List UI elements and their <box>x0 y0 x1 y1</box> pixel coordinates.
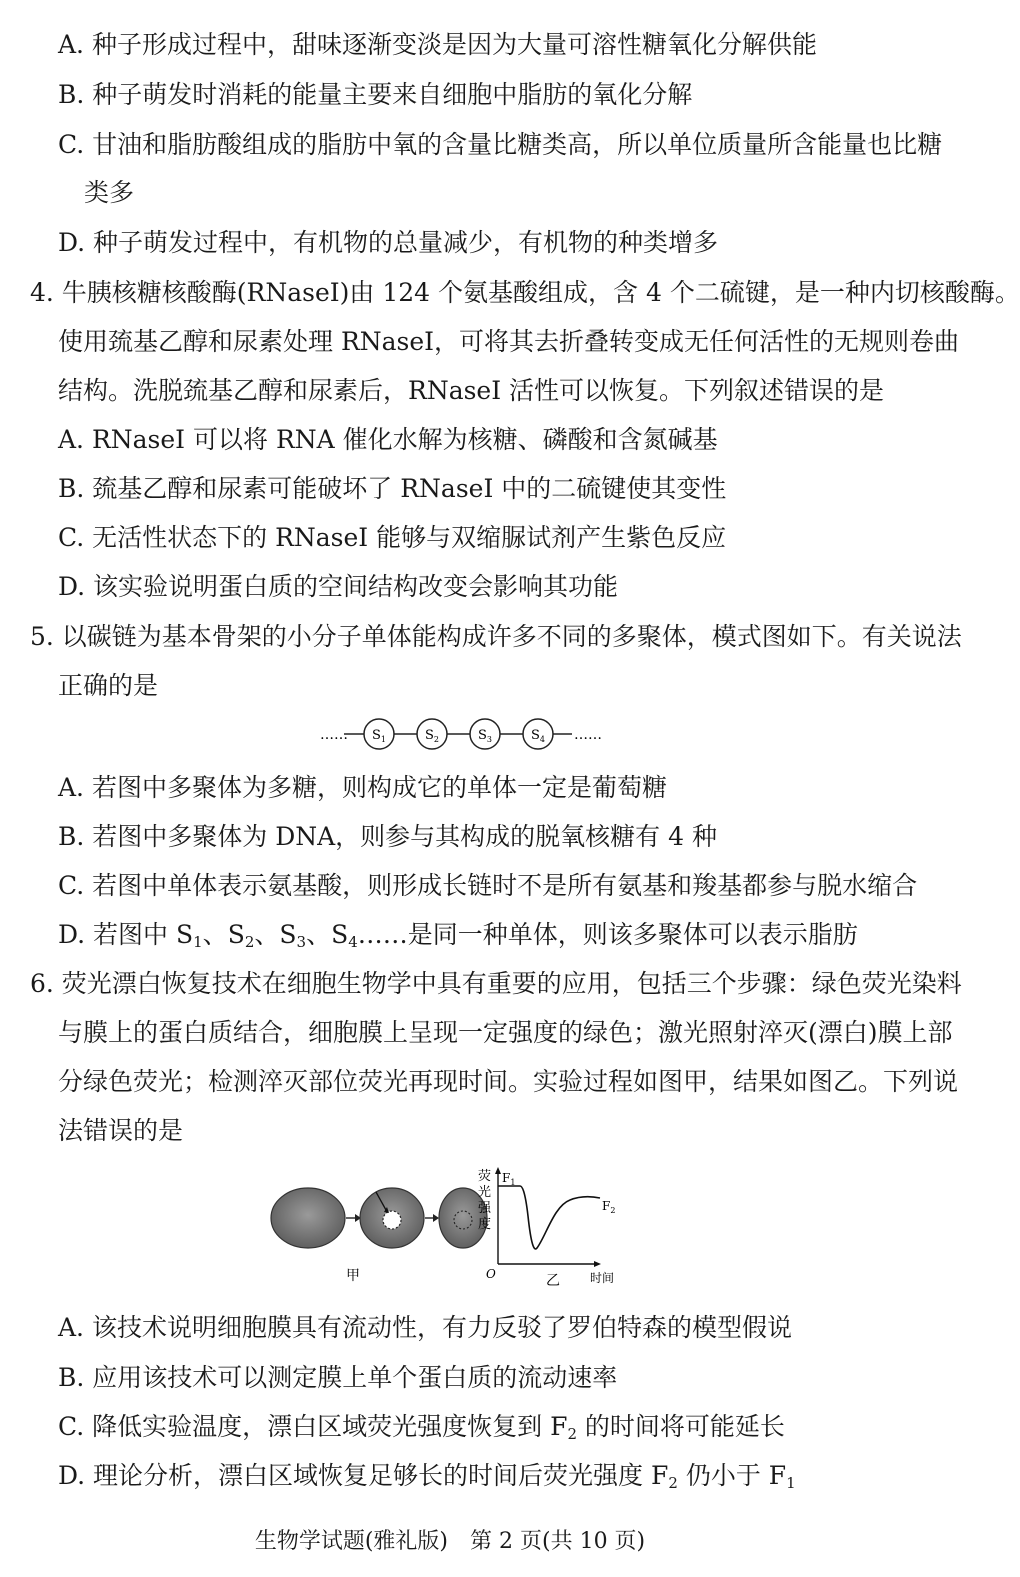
y-axis-label-3: 强 <box>478 1201 492 1216</box>
f2-label: $F_2$ <box>602 1199 616 1215</box>
q4-option-c: C. 无活性状态下的 RNaseI 能够与双缩脲试剂产生紫色反应 <box>58 523 727 552</box>
q5-option-b: B. 若图中多聚体为 DNA，则参与其构成的脱氧核糖有 4 种 <box>58 822 717 851</box>
q5-option-d: D. 若图中 $S_1$、$S_2$、$S_3$、$S_4\dots\dots$是同一种单体，则该多聚体可以表示脂肪 <box>58 920 858 951</box>
y-axis-label-4: 度 <box>478 1217 492 1232</box>
q3-option-c-line2: 类多 <box>84 178 135 207</box>
figure-yi-label: 乙 <box>546 1273 560 1289</box>
q6-stem-line2: 与膜上的蛋白质结合，细胞膜上呈现一定强度的绿色；激光照射淬灭(漂白)膜上部 <box>58 1018 953 1047</box>
polymer-chain-diagram <box>320 712 610 756</box>
chain-ellipsis-right: …… <box>574 727 602 743</box>
page-footer: 生物学试题(雅礼版) 第 2 页(共 10 页) <box>254 1529 646 1554</box>
q4-stem-line2: 使用巯基乙醇和尿素处理 RNaseI，可将其去折叠转变成无任何活性的无规则卷曲 <box>58 327 960 356</box>
q6-option-b: B. 应用该技术可以测定膜上单个蛋白质的流动速率 <box>58 1363 618 1392</box>
q4-stem-line3: 结构。洗脱巯基乙醇和尿素后，RNaseI 活性可以恢复。下列叙述错误的是 <box>58 376 885 405</box>
x-axis-label: 时间 <box>590 1271 615 1285</box>
q4-option-d: D. 该实验说明蛋白质的空间结构改变会影响其功能 <box>58 572 619 601</box>
q6-option-d: D. 理论分析，漂白区域恢复足够长的时间后荧光强度 $F_2$ 仍小于 $F_1$ <box>58 1461 796 1492</box>
q4-option-a: A. RNaseI 可以将 RNA 催化水解为核糖、磷酸和含氮碱基 <box>58 425 718 454</box>
q6-option-c: C. 降低实验温度，漂白区域荧光强度恢复到 $F_2$ 的时间将可能延长 <box>58 1412 785 1443</box>
q6-option-a: A. 该技术说明细胞膜具有流动性，有力反驳了罗伯特森的模型假说 <box>58 1313 792 1342</box>
monomer-label-1: $S_1$ <box>372 728 386 744</box>
bleach-spot <box>383 1211 401 1229</box>
q6-stem-line3: 分绿色荧光；检测淬灭部位荧光再现时间。实验过程如图甲，结果如图乙。下列说 <box>58 1067 959 1096</box>
monomer-label-3: $S_3$ <box>478 728 492 744</box>
q3-option-d: D. 种子萌发过程中，有机物的总量减少，有机物的种类增多 <box>58 228 719 257</box>
monomer-label-2: $S_2$ <box>425 728 439 744</box>
q3-option-a: A. 种子形成过程中，甜味逐渐变淡是因为大量可溶性糖氧化分解供能 <box>58 30 817 59</box>
q4-option-b: B. 巯基乙醇和尿素可能破坏了 RNaseI 中的二硫键使其变性 <box>58 474 727 503</box>
chain-ellipsis-left: …… <box>320 727 348 743</box>
q6-stem-line1: 6. 荧光漂白恢复技术在细胞生物学中具有重要的应用，包括三个步骤：绿色荧光染料 <box>30 969 962 998</box>
fluorescence-curve <box>498 1186 600 1249</box>
q3-option-b: B. 种子萌发时消耗的能量主要来自细胞中脂肪的氧化分解 <box>58 80 693 109</box>
q6-stem-line4: 法错误的是 <box>58 1116 184 1145</box>
origin-label: O <box>486 1267 496 1281</box>
y-axis-label-1: 荧 <box>478 1169 492 1184</box>
q5-stem-line2: 正确的是 <box>58 671 159 700</box>
monomer-label-4: $S_4$ <box>531 728 545 744</box>
q4-stem-line1: 4. 牛胰核糖核酸酶(RNaseI)由 124 个氨基酸组成，含 4 个二硫键，是一种内切核酸酶。 <box>30 278 1020 307</box>
cell-before-bleach <box>271 1188 345 1248</box>
q5-option-c: C. 若图中单体表示氨基酸，则形成长链时不是所有氨基和羧基都参与脱水缩合 <box>58 871 918 900</box>
q5-option-a: A. 若图中多聚体为多糖，则构成它的单体一定是葡萄糖 <box>58 773 667 802</box>
figure-jia-cells <box>268 1180 488 1290</box>
q3-option-c-line1: C. 甘油和脂肪酸组成的脂肪中氧的含量比糖类高，所以单位质量所含能量也比糖 <box>58 130 943 159</box>
figure-jia-label: 甲 <box>346 1268 360 1284</box>
figure-yi-graph <box>470 1166 670 1292</box>
q5-stem-line1: 5. 以碳链为基本骨架的小分子单体能构成许多不同的多聚体，模式图如下。有关说法 <box>30 622 962 651</box>
f1-label: $F_1$ <box>502 1171 516 1187</box>
y-axis-label-2: 光 <box>478 1185 492 1200</box>
